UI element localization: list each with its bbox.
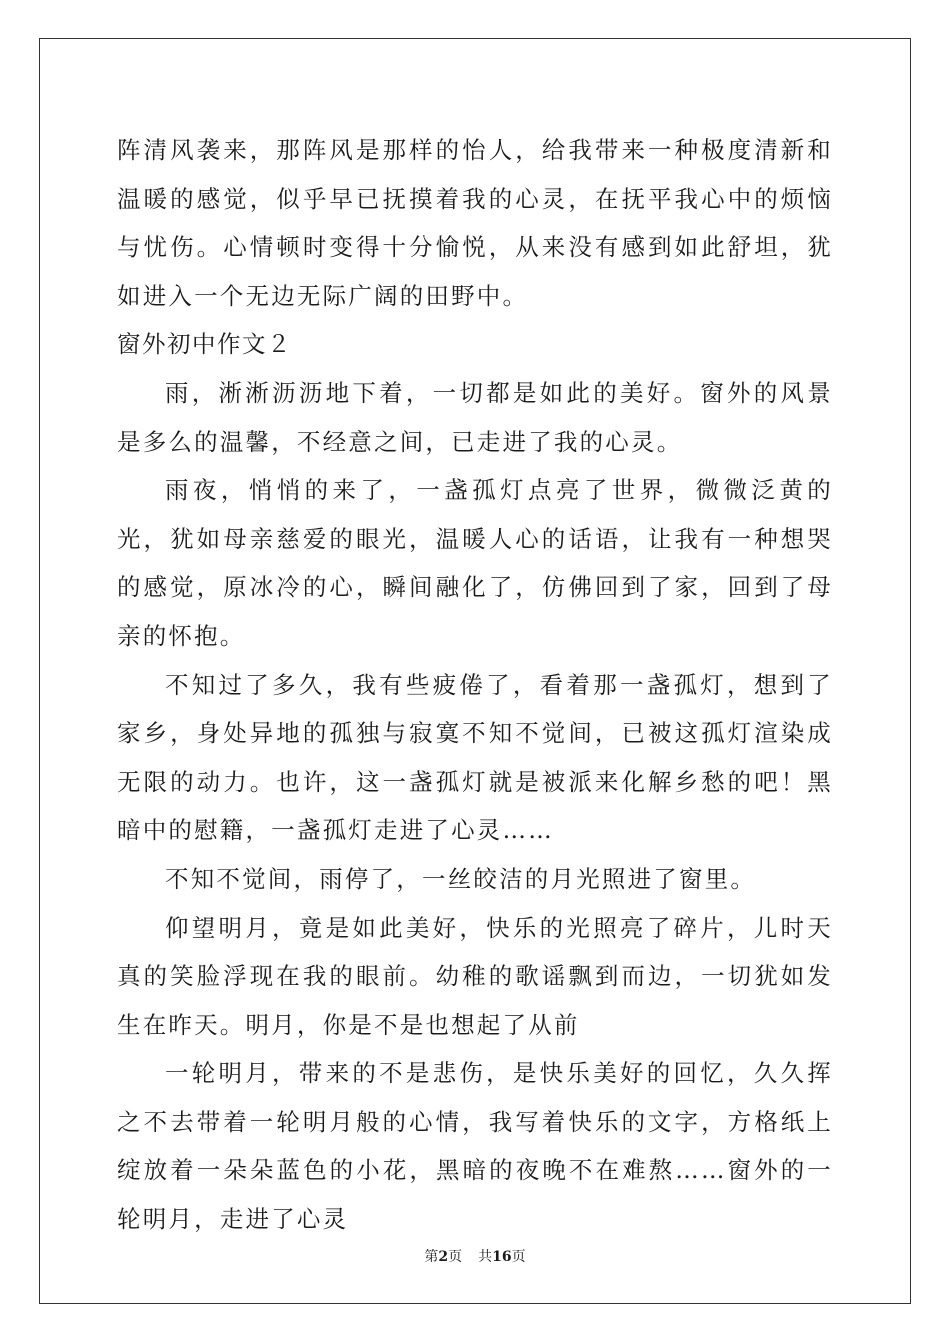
footer-total-prefix: 共 (478, 1249, 493, 1265)
paragraph-3: 雨夜，悄悄的来了，一盏孤灯点亮了世界，微微泛黄的光，犹如母亲慈爱的眼光，温暖人心的话语，让我有一种想哭的感觉，原冰冷的心，瞬间融化了，仿佛回到了家，回到了母亲的怀抱。 (117, 476, 833, 650)
paragraph-4: 不知过了多久，我有些疲倦了，看着那一盏孤灯，想到了家乡，身处异地的孤独与寂寞不知不觉间，已被这孤灯渲染成无限的动力。也许，这一盏孤灯就是被派来化解乡愁的吧！黑暗中的慰籍，一盏孤灯走进了心灵…… (117, 670, 833, 845)
document-body (117, 126, 833, 1244)
footer-total-suffix: 页 (511, 1249, 526, 1265)
footer-total-pages: 16 (492, 1249, 512, 1265)
footer-page-number: 2 (438, 1249, 449, 1265)
footer-page-prefix: 第 (424, 1249, 439, 1265)
paragraph-7: 一轮明月，带来的不是悲伤，是快乐美好的回忆，久久挥之不去带着一轮明月般的心情，我写着快乐的文字，方格纸上绽放着一朵朵蓝色的小花，黑暗的夜晚不在难熬……窗外的一轮明月，走进了心灵 (117, 1059, 833, 1234)
paragraph-2: 雨，淅淅沥沥地下着，一切都是如此的美好。窗外的风景是多么的温馨，不经意之间，已走进了我的心灵。 (117, 378, 833, 456)
paragraph-6: 仰望明月，竟是如此美好，快乐的光照亮了碎片，儿时天真的笑脸浮现在我的眼前。幼稚的歌谣飘到而边，一切犹如发生在昨天。明月，你是不是也想起了从前 (117, 913, 833, 1039)
section-heading: 窗外初中作文２ (117, 330, 292, 359)
paragraph-5: 不知不觉间，雨停了，一丝皎洁的月光照进了窗里。 (165, 864, 757, 893)
page-footer (0, 1247, 950, 1267)
footer-page-suffix: 页 (448, 1249, 463, 1265)
paragraph-1: 阵清风袭来，那阵风是那样的怡人，给我带来一种极度清新和温暖的感觉，似乎早已抚摸着我的心灵，在抚平我心中的烦恼与忧伤。心情顿时变得十分愉悦，从来没有感到如此舒坦，犹如进入一个无边无际广阔的田野中。 (117, 136, 833, 310)
